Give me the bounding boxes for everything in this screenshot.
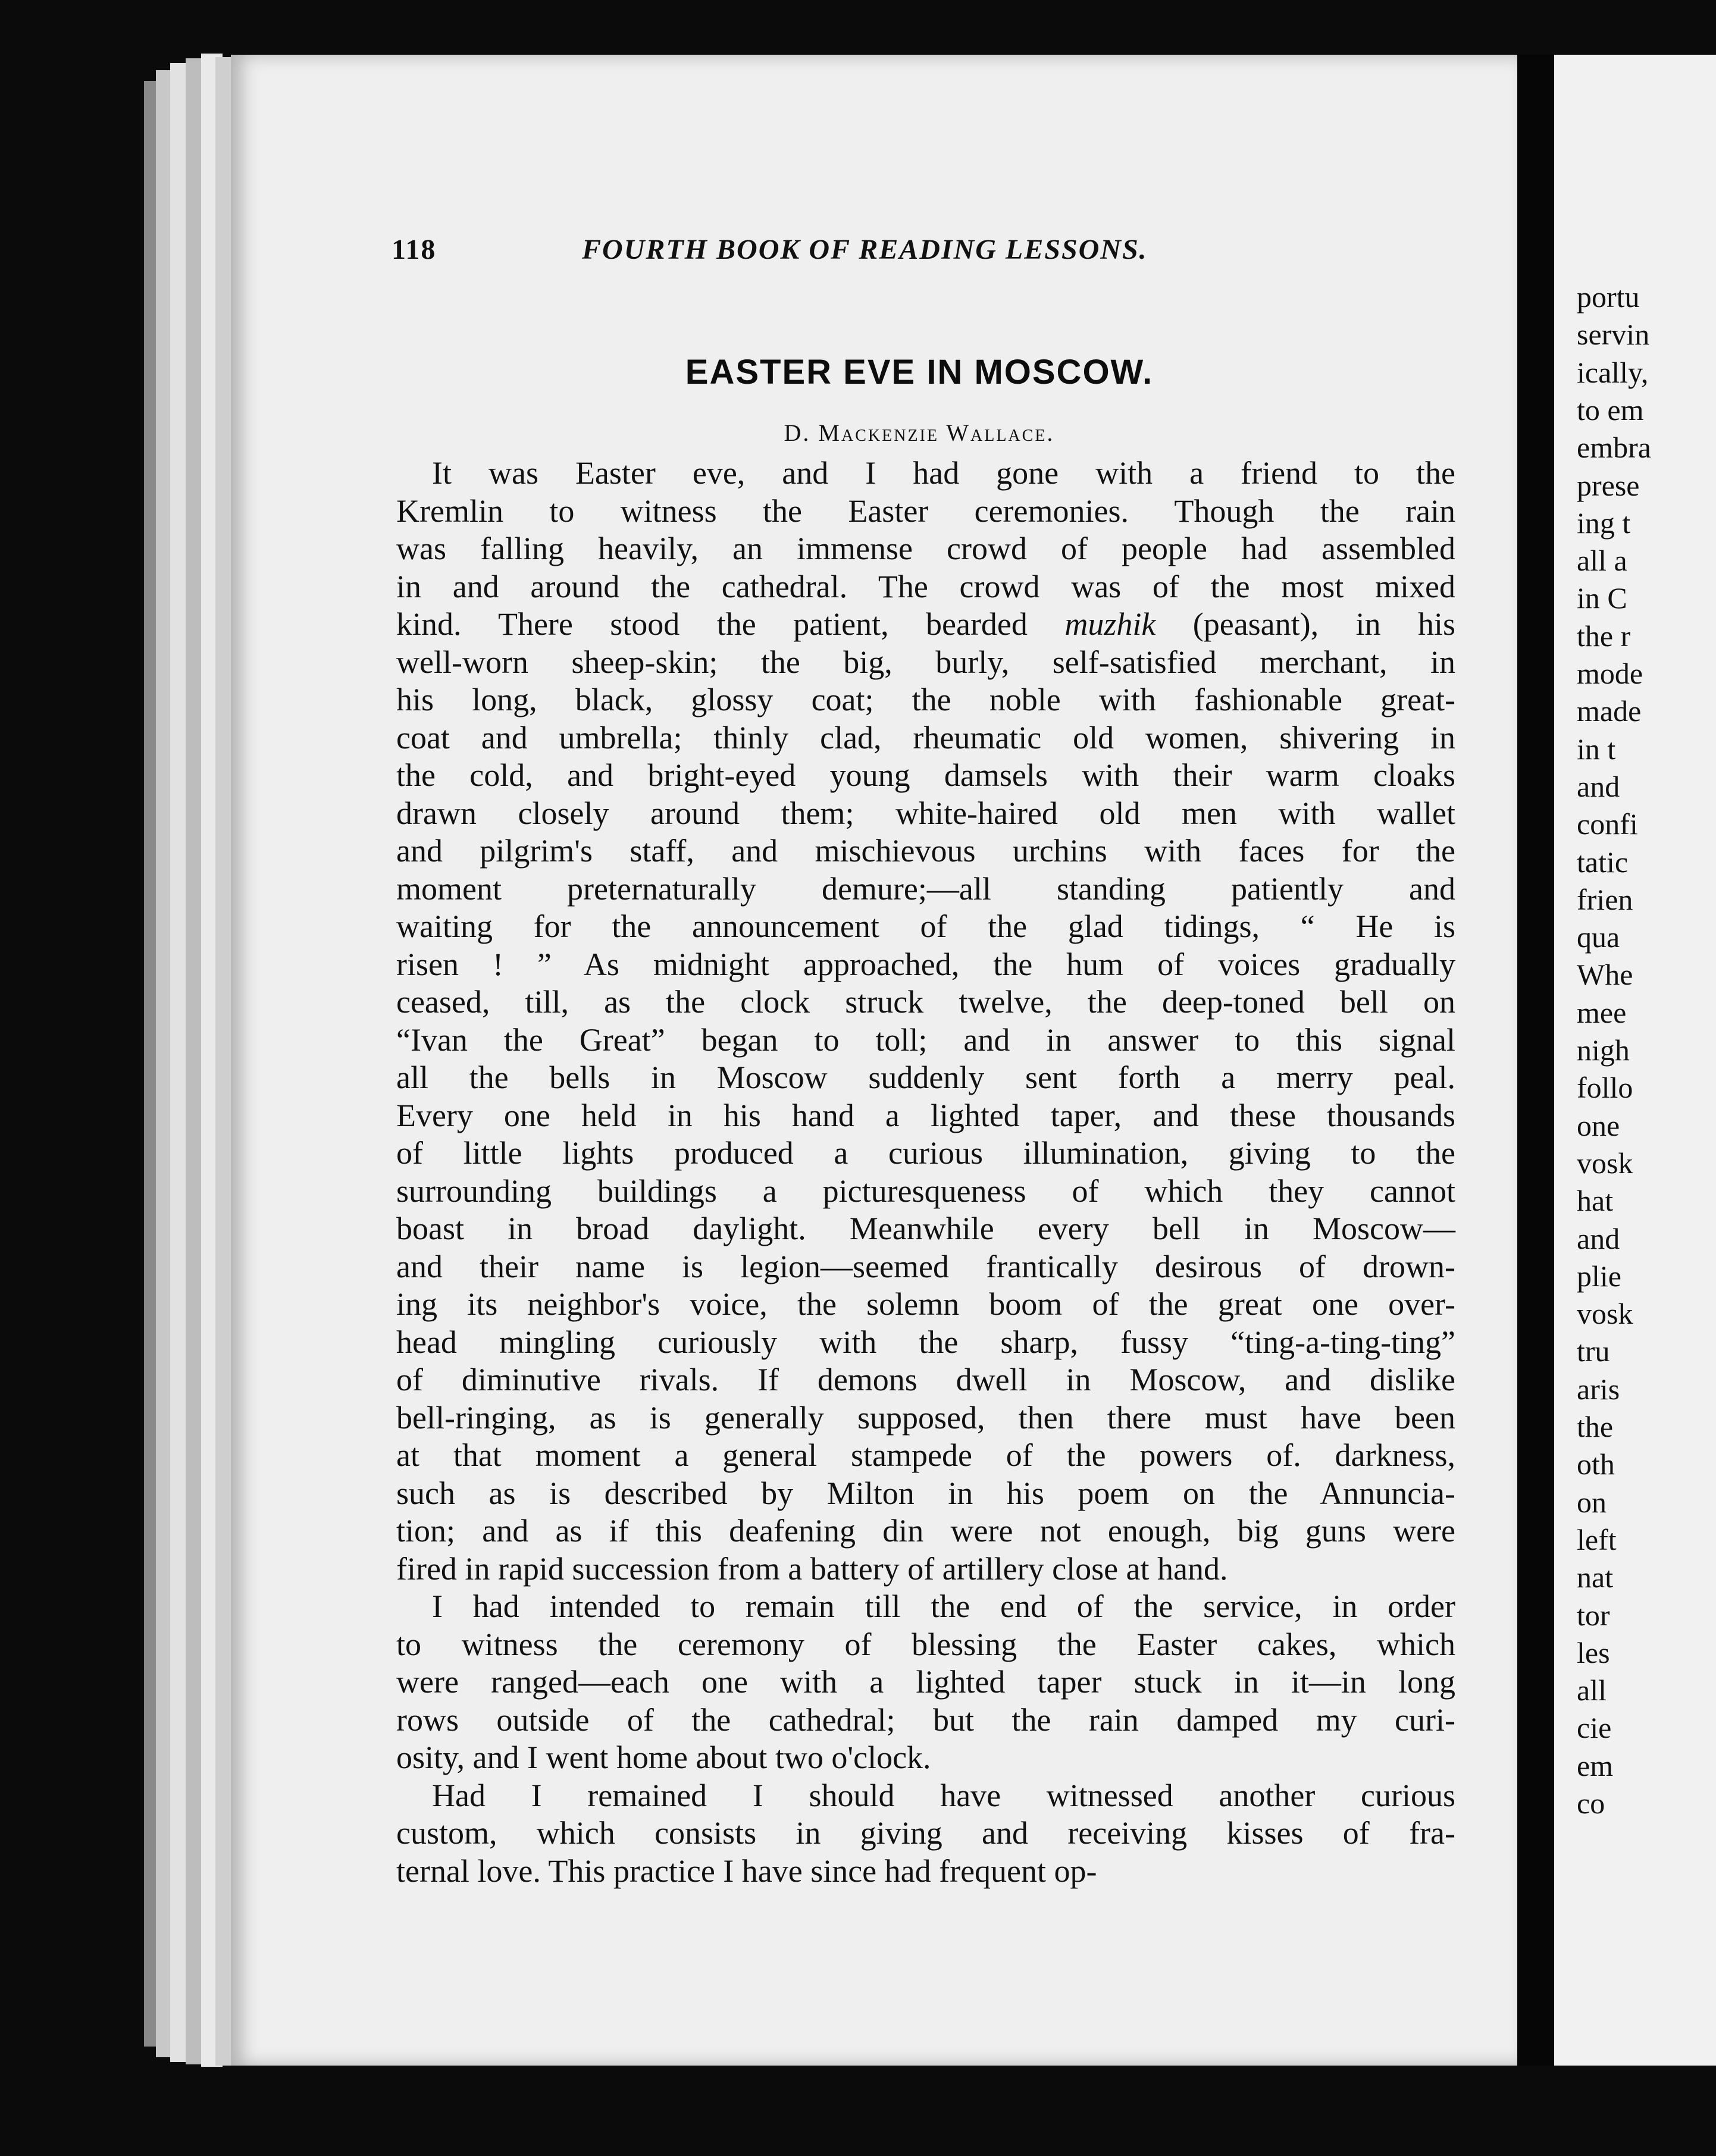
facing-page-fragment: embra — [1577, 431, 1651, 465]
text-line: his long, black, glossy coat; the noble with fashionable great- — [396, 682, 1455, 717]
facing-page-fragment: follo — [1577, 1071, 1633, 1105]
text-line: rows outside of the cathedral; but the rain damped my curi- — [396, 1701, 1455, 1738]
facing-page-fragment: confi — [1577, 807, 1638, 841]
text-line: of little lights produced a curious illumination, giving to the — [396, 1135, 1455, 1171]
facing-page-fragment: em — [1577, 1748, 1614, 1782]
text-line: and pilgrim's staff, and mischievous urchins with faces for the — [396, 833, 1455, 869]
text-line: surrounding buildings a picturesqueness of which they cannot — [396, 1173, 1455, 1209]
article-body — [396, 455, 1455, 1890]
text-line: ternal love. This practice I have since had frequent op- — [396, 1853, 1097, 1889]
book-gutter — [1517, 55, 1554, 2066]
text-line: bell-ringing, as is generally supposed, then there must have been — [396, 1399, 1455, 1436]
text-line: kind. There stood the patient, bearded muzhik (peasant), in his — [396, 606, 1456, 642]
text-line: ing its neighbor's voice, the solemn boom of the great one over- — [396, 1286, 1455, 1322]
text-line: such as is described by Milton in his poem on the Annuncia- — [396, 1475, 1455, 1511]
facing-page-fragment: Whe — [1577, 958, 1633, 992]
facing-page-fragment: plie — [1577, 1259, 1621, 1293]
running-header — [392, 233, 1447, 275]
running-title: FOURTH BOOK OF READING LESSONS. — [582, 234, 1148, 265]
facing-page-fragment: the — [1577, 1410, 1614, 1443]
facing-page-fragment: left — [1577, 1522, 1617, 1556]
text-line: of diminutive rivals. If demons dwell in Moscow, and dislike — [396, 1362, 1455, 1397]
facing-page-fragment: cie — [1577, 1711, 1612, 1745]
text-line: coat and umbrella; thinly clad, rheumatic old women, shivering in — [396, 719, 1455, 756]
text-line: Kremlin to witness the Easter ceremonies. Though the rain — [396, 493, 1455, 529]
text-line: were ranged—each one with a lighted taper stuck in it—in long — [396, 1664, 1455, 1700]
text-line: tion; and as if this deafening din were not enough, big guns were — [396, 1513, 1455, 1549]
facing-page-fragment: all — [1577, 1674, 1607, 1707]
text-line: boast in broad daylight. Meanwhile every bell in Moscow— — [396, 1211, 1455, 1246]
facing-page-fragment: nat — [1577, 1560, 1614, 1594]
facing-page-fragment: nigh — [1577, 1033, 1630, 1067]
text-line: It was Easter eve, and I had gone with a friend to the — [432, 455, 1455, 491]
text-line: ceased, till, as the clock struck twelve, the deep-toned bell on — [396, 984, 1455, 1020]
text-line: and their name is legion—seemed frantically desirous of drown- — [396, 1248, 1455, 1284]
text-line: was falling heavily, an immense crowd of people had assembled — [396, 531, 1455, 566]
facing-page-fragment: hat — [1577, 1184, 1614, 1218]
facing-page-fragment: and — [1577, 769, 1620, 803]
facing-page-fragment: one — [1577, 1108, 1620, 1142]
facing-page-fragment: vosk — [1577, 1297, 1633, 1331]
facing-page-fragment: aris — [1577, 1372, 1620, 1406]
text-line: “Ivan the Great” began to toll; and in answer to this signal — [396, 1021, 1455, 1058]
facing-page-fragment: to em — [1577, 393, 1644, 427]
text-line: head mingling curiously with the sharp, fussy “ting-a-ting-ting” — [396, 1324, 1455, 1360]
left-page — [231, 55, 1517, 2066]
text-line: moment preternaturally demure;—all standing patiently and — [396, 870, 1455, 907]
facing-page-fragment: servin — [1577, 318, 1650, 352]
text-line: Had I remained I should have witnessed another curious — [432, 1777, 1455, 1813]
facing-page-fragment: mee — [1577, 995, 1627, 1029]
text-line: the cold, and bright-eyed young damsels with their warm cloaks — [396, 757, 1455, 793]
text-line: all the bells in Moscow suddenly sent forth a merry peal. — [396, 1060, 1455, 1095]
text-line: at that moment a general stampede of the powers of. darkness, — [396, 1437, 1455, 1473]
facing-page-fragment: vosk — [1577, 1146, 1633, 1180]
text-line: well-worn sheep-skin; the big, burly, self-satisfied merchant, in — [396, 644, 1455, 680]
text-line: waiting for the announcement of the glad tidings, “ He is — [396, 908, 1455, 944]
text-line: I had intended to remain till the end of the service, in order — [432, 1588, 1455, 1624]
text-line: in and around the cathedral. The crowd was of the most mixed — [396, 568, 1455, 604]
text-line: risen ! ” As midnight approached, the hum of voices gradually — [396, 946, 1455, 982]
facing-page-fragment: tru — [1577, 1334, 1610, 1368]
facing-page-fragment: the r — [1577, 619, 1631, 653]
facing-page-fragment: portu — [1577, 280, 1640, 314]
article-title: EASTER EVE IN MOSCOW. — [685, 353, 1154, 391]
facing-page-fragment: ing t — [1577, 506, 1631, 540]
facing-page-fragment: and — [1577, 1221, 1620, 1255]
facing-page-fragment: co — [1577, 1787, 1605, 1820]
facing-page-fragment: on — [1577, 1485, 1607, 1519]
text-line: osity, and I went home about two o'clock. — [396, 1740, 931, 1775]
page-number: 118 — [392, 234, 437, 265]
facing-page-fragment: les — [1577, 1635, 1610, 1669]
paragraph — [396, 1588, 1455, 1777]
facing-page-fragment: frien — [1577, 882, 1633, 916]
facing-page-fragment: ically, — [1577, 355, 1649, 389]
facing-page-fragment: tatic — [1577, 845, 1629, 879]
text-line: fired in rapid succession from a battery of artillery close at hand. — [396, 1550, 1228, 1587]
facing-page-fragment: mode — [1577, 657, 1643, 690]
text-line: Every one held in his hand a lighted taper, and these thousands — [396, 1097, 1455, 1133]
facing-page-fragment: made — [1577, 694, 1642, 728]
facing-page-fragment: in C — [1577, 581, 1627, 615]
facing-page-fragment: prese — [1577, 468, 1640, 502]
text-line: to witness the ceremony of blessing the Easter cakes, which — [396, 1626, 1455, 1662]
text-line: custom, which consists in giving and receiving kisses of fra- — [396, 1815, 1455, 1851]
text-line: drawn closely around them; white-haired old men with wallet — [396, 795, 1455, 831]
facing-page-fragment: all a — [1577, 544, 1627, 578]
facing-page-fragment: qua — [1577, 920, 1620, 954]
facing-page-fragment: oth — [1577, 1447, 1615, 1481]
paragraph — [396, 1777, 1455, 1891]
article-author: D. Mackenzie Wallace. — [784, 419, 1055, 446]
facing-page-fragment: tor — [1577, 1598, 1610, 1632]
paragraph — [396, 455, 1455, 1588]
facing-page-fragment: in t — [1577, 732, 1616, 766]
